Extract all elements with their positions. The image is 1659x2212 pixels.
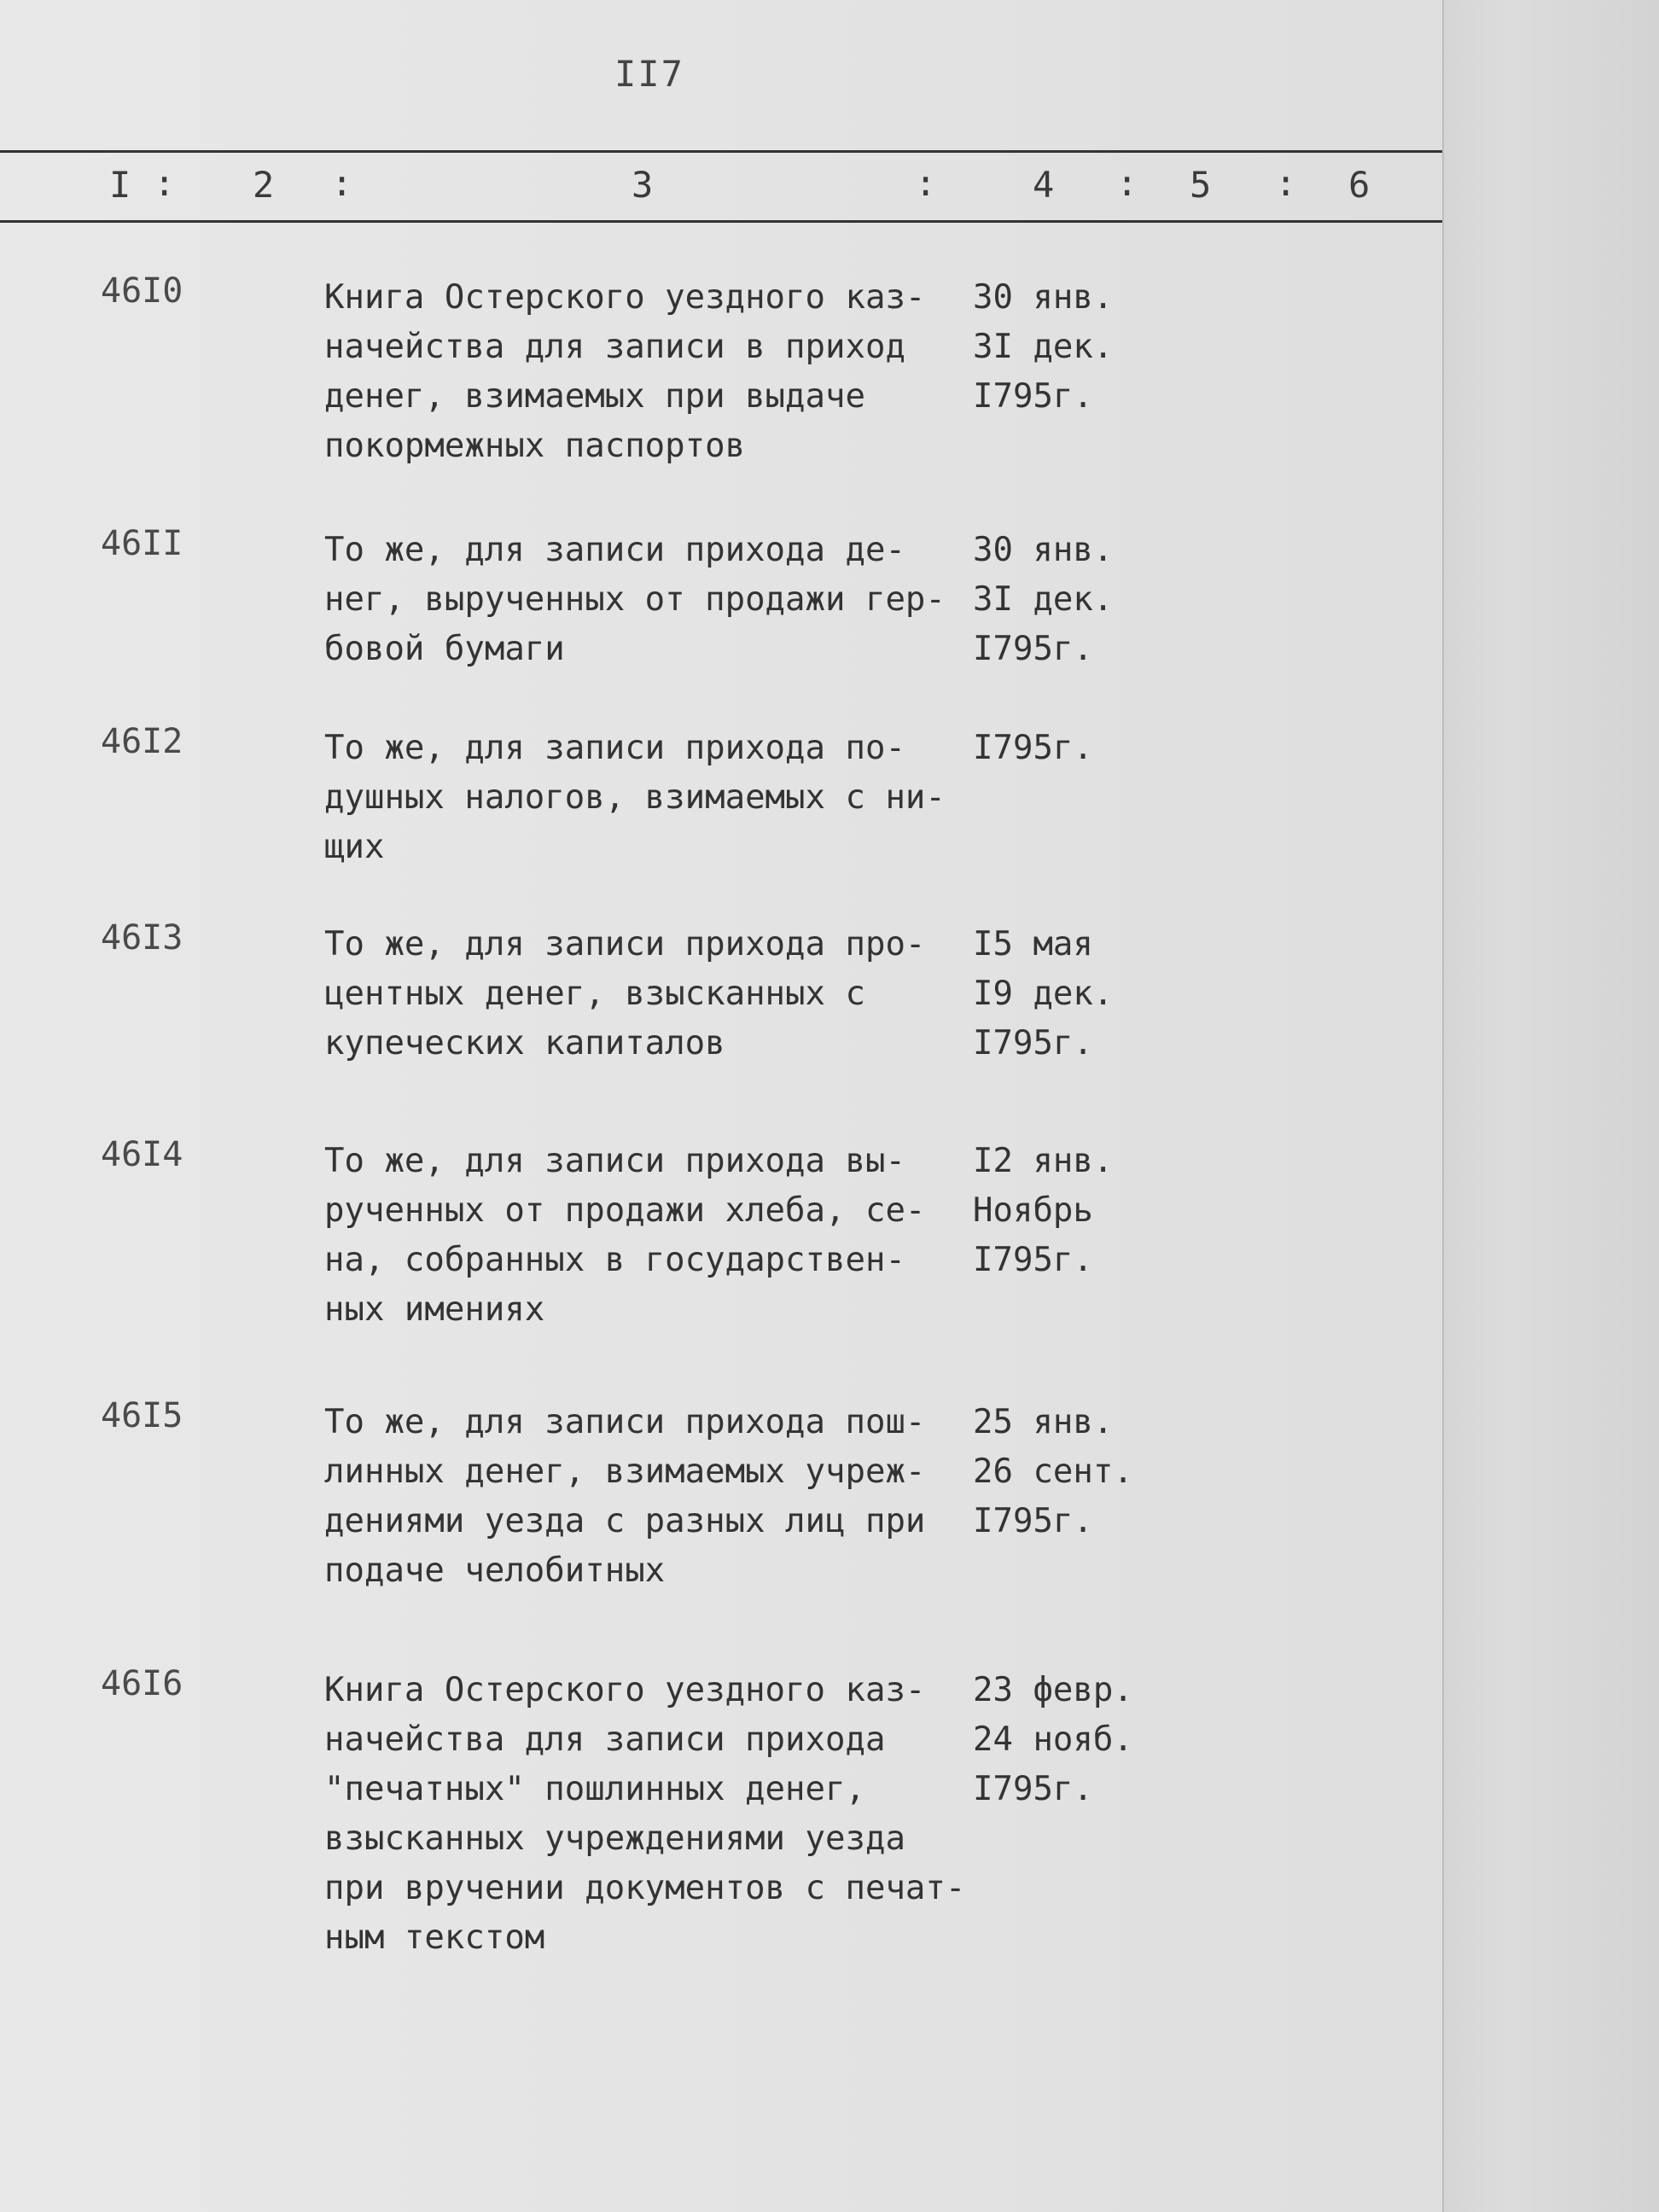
entry-description [324, 1666, 990, 1963]
date-line: 23 февр. [973, 1671, 1133, 1709]
column-separator: : [331, 162, 353, 204]
entry-description [324, 526, 990, 674]
entry-dates [973, 273, 1195, 422]
description-line: То же, для записи прихода про- [324, 925, 926, 963]
date-line: Ноябрь [973, 1191, 1093, 1230]
date-line: I9 дек. [973, 975, 1114, 1013]
entry-dates [973, 1666, 1195, 1814]
column-separator: : [915, 162, 937, 204]
description-line: рученных от продажи хлеба, се- [324, 1191, 926, 1230]
description-line: "печатных" пошлинных денег, [324, 1770, 865, 1808]
entry-description [324, 1137, 990, 1335]
description-line: То же, для записи прихода де- [324, 531, 905, 569]
description-line: дениями уезда с разных лиц при [324, 1502, 926, 1540]
description-line: То же, для записи прихода пош- [324, 1403, 926, 1441]
description-line: То же, для записи прихода вы- [324, 1142, 905, 1180]
description-line: душных налогов, взимаемых с ни- [324, 778, 946, 817]
date-line: 30 янв. [973, 531, 1114, 569]
description-line: То же, для записи прихода по- [324, 729, 905, 767]
header-top-rule [0, 150, 1451, 153]
entry-dates [973, 920, 1195, 1068]
column-header-2: 2 [253, 164, 275, 206]
column-header-5: 5 [1190, 164, 1212, 206]
entry-number: 46I3 [101, 918, 183, 958]
description-line: денег, взимаемых при выдаче [324, 377, 865, 416]
entry-dates [973, 724, 1195, 773]
date-line: I795г. [973, 630, 1093, 668]
description-line: начейства для записи прихода [324, 1720, 886, 1759]
entry-dates [973, 1398, 1195, 1546]
entry-dates [973, 526, 1195, 674]
underlying-page-edge [1442, 0, 1659, 2212]
entry-number: 46I0 [101, 271, 183, 311]
date-line: 3I дек. [973, 580, 1114, 619]
date-line: I5 мая [973, 925, 1093, 963]
description-line: подаче челобитных [324, 1551, 666, 1590]
entry-description [324, 1398, 990, 1596]
description-line: покормежных паспортов [324, 427, 746, 465]
column-header-3: 3 [632, 164, 654, 206]
date-line: I795г. [973, 1241, 1093, 1279]
description-line: линных денег, взимаемых учреж- [324, 1452, 926, 1491]
date-line: I795г. [973, 729, 1093, 767]
date-line: 3I дек. [973, 328, 1114, 366]
description-line: центных денег, взысканных с [324, 975, 865, 1013]
description-line: начейства для записи в приход [324, 328, 905, 366]
description-line: взысканных учреждениями уезда [324, 1819, 905, 1858]
date-line: I795г. [973, 1502, 1093, 1540]
page-number: II7 [614, 53, 684, 95]
entry-description [324, 724, 990, 872]
column-separator: : [154, 162, 176, 204]
entry-description [324, 920, 990, 1068]
description-line: при вручении документов с печат- [324, 1869, 966, 1907]
description-line: ных имениях [324, 1290, 545, 1329]
entry-number: 46I6 [101, 1664, 183, 1703]
date-line: I795г. [973, 1024, 1093, 1062]
date-line: 30 янв. [973, 278, 1114, 317]
description-line: на, собранных в государствен- [324, 1241, 905, 1279]
entry-number: 46I2 [101, 722, 183, 761]
column-separator: : [1275, 162, 1297, 204]
date-line: 24 нояб. [973, 1720, 1133, 1759]
entry-number: 46I5 [101, 1396, 183, 1435]
column-header-6: 6 [1348, 164, 1371, 206]
column-separator: : [1116, 162, 1138, 204]
description-line: Книга Остерского уездного каз- [324, 278, 926, 317]
description-line: Книга Остерского уездного каз- [324, 1671, 926, 1709]
entry-dates [973, 1137, 1195, 1285]
description-line: бовой бумаги [324, 630, 565, 668]
column-header-1: I [109, 164, 131, 206]
date-line: I795г. [973, 1770, 1093, 1808]
date-line: 25 янв. [973, 1403, 1114, 1441]
date-line: I2 янв. [973, 1142, 1114, 1180]
date-line: 26 сент. [973, 1452, 1133, 1491]
description-line: купеческих капиталов [324, 1024, 725, 1062]
entry-number: 46I4 [101, 1135, 183, 1174]
entry-description [324, 273, 990, 471]
date-line: I795г. [973, 377, 1093, 416]
description-line: нег, вырученных от продажи гер- [324, 580, 946, 619]
column-header-4: 4 [1033, 164, 1055, 206]
header-bottom-rule [0, 220, 1451, 223]
description-line: ным текстом [324, 1918, 545, 1957]
description-line: щих [324, 828, 385, 866]
entry-number: 46II [101, 524, 183, 563]
